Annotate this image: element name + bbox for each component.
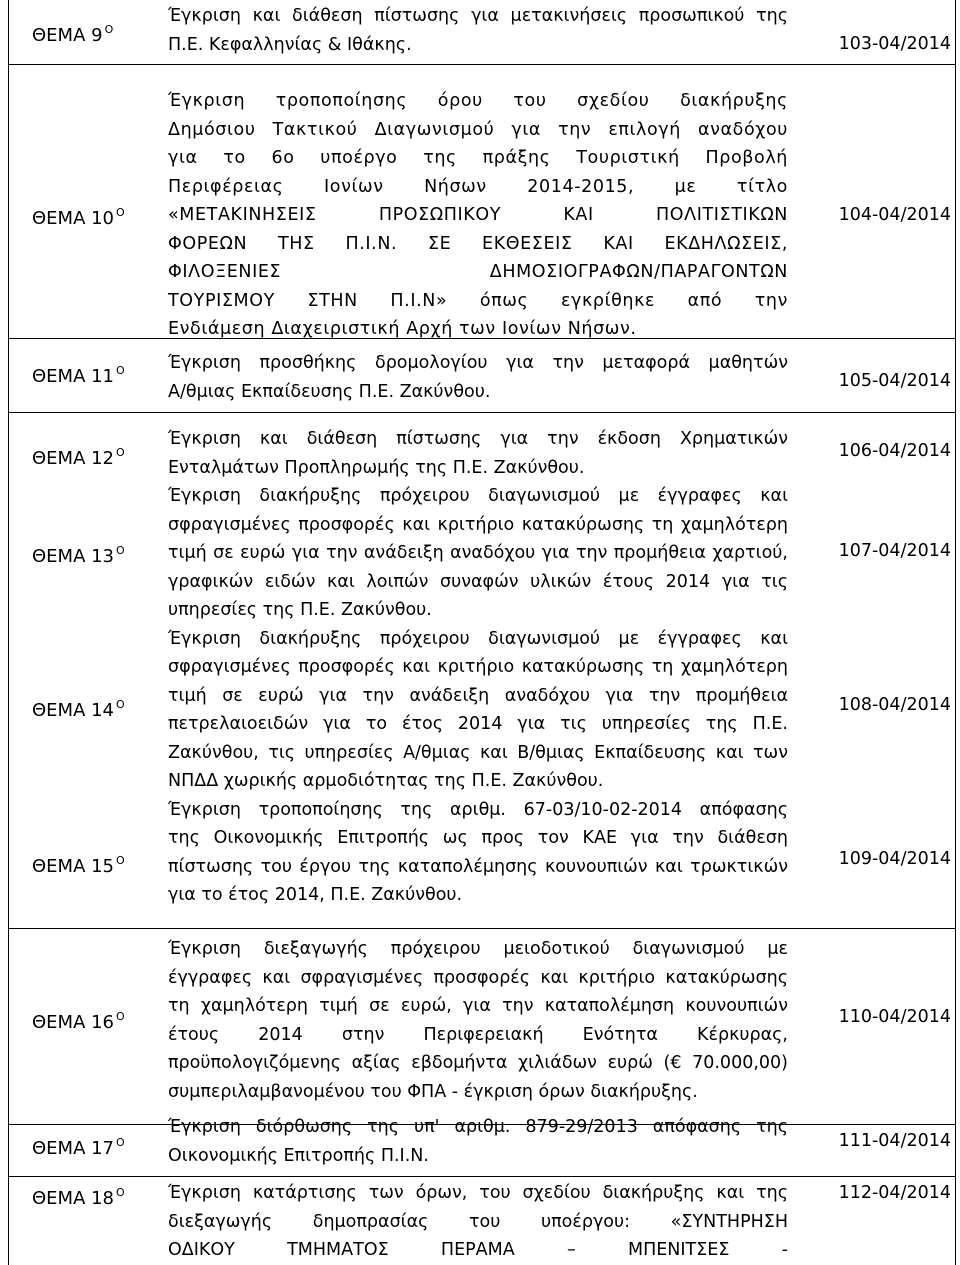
subject-text: [168, 2, 788, 59]
decision-number: 109-04/2014: [838, 849, 951, 869]
table-row: [8, 0, 956, 64]
text-line: διεξαγωγής δημοπρασίας του υποέργου: «ΣΥΝΤΗΡΗΣΗ: [168, 1211, 788, 1232]
text-line: τιμή σε ευρώ για την ανάδειξη αναδόχου για την προμήθεια χαρτιού,: [168, 543, 788, 563]
decision-number: 110-04/2014: [838, 1007, 951, 1027]
subject-text: [168, 1179, 788, 1265]
text-line: Έγκριση τροποποίησης όρου του σχεδίου διακήρυξης: [168, 91, 788, 111]
text-line: Έγκριση και διάθεση πίστωσης για μετακινήσεις προσωπικού της: [168, 6, 788, 26]
text-line: σφραγισμένες προσφορές και κριτήριο κατακύρωσης τη χαμηλότερη: [168, 657, 788, 677]
theme-label: ΘΕΜΑ 17 $^O$: [32, 1136, 125, 1159]
text-line: συμπεριλαμβανομένου του ΦΠΑ - έγκριση όρων διακήρυξης.: [168, 1081, 698, 1102]
text-line: Έγκριση προσθήκης δρομολογίου για την μεταφορά μαθητών: [168, 353, 788, 373]
text-line: Έγκριση διακήρυξης πρόχειρου διαγωνισμού με έγγραφες και: [168, 628, 788, 649]
text-line: Έγκριση διακήρυξης πρόχειρου διαγωνισμού με έγγραφες και: [168, 486, 788, 506]
text-line: Δημόσιου Τακτικού Διαγωνισμού για την επιλογή αναδόχου: [168, 119, 788, 140]
decision-number: 103-04/2014: [838, 34, 951, 54]
theme-label: ΘΕΜΑ 18 $^O$: [32, 1186, 125, 1209]
theme-label: ΘΕΜΑ 11 $^O$: [32, 364, 125, 387]
table-row: [8, 928, 956, 1124]
text-line: Έγκριση τροποποίησης της αριθμ. 67-03/10-02-2014 απόφασης: [168, 799, 788, 820]
text-line: γραφικών ειδών και λοιπών συναφών υλικών έτους 2014 για τις: [168, 571, 788, 592]
text-line: πίστωσης του έργου της καταπολέμησης κουνουπιών και τρωκτικών: [168, 856, 788, 877]
theme-label: ΘΕΜΑ 9 $^O$: [32, 23, 114, 46]
text-line: Έγκριση διεξαγωγής πρόχειρου μειοδοτικού διαγωνισμού με: [168, 939, 788, 959]
decision-number: 112-04/2014: [838, 1183, 951, 1203]
text-line: Α/θμιας Εκπαίδευσης Π.Ε. Ζακύνθου.: [168, 381, 491, 402]
text-line: ΟΔΙΚΟΥ ΤΜΗΜΑΤΟΣ ΠΕΡΑΜΑ – ΜΠΕΝΙΤΣΕΣ -: [168, 1240, 788, 1260]
theme-label: ΘΕΜΑ 14 $^O$: [32, 698, 125, 721]
text-line: για το 6ο υποέργο της πράξης Τουριστική Προβολή: [168, 148, 788, 168]
decision-number: 108-04/2014: [838, 695, 951, 715]
text-line: ΦΟΡΕΩΝ ΤΗΣ Π.Ι.Ν. ΣΕ ΕΚΘΕΣΕΙΣ ΚΑΙ ΕΚΔΗΛΩΣΕΙΣ,: [168, 233, 788, 254]
theme-label: ΘΕΜΑ 15 $^O$: [32, 854, 125, 877]
text-line: Ενδιάμεση Διαχειριστική Αρχή των Ιονίων Νήσων.: [168, 319, 637, 339]
decision-number: 111-04/2014: [838, 1131, 951, 1151]
text-line: Περιφέρειας Ιονίων Νήσων 2014-2015, με τίτλο: [168, 176, 788, 197]
subject-text: [168, 1113, 788, 1170]
text-line: για το έτος 2014, Π.Ε. Ζακύνθου.: [168, 885, 463, 905]
text-line: Ζακύνθου, τις υπηρεσίες Α/θμιας και Β/θμιας Εκπαίδευσης και των: [168, 742, 788, 763]
theme-label: ΘΕΜΑ 13 $^O$: [32, 544, 125, 567]
theme-label: ΘΕΜΑ 12 $^O$: [32, 446, 125, 469]
text-line: τη χαμηλότερη τιμή σε ευρώ, για την καταπολέμηση κουνουπιών: [168, 996, 788, 1016]
text-line: τιμή σε ευρώ για την ανάδειξη αναδόχου για την προμήθεια: [168, 685, 788, 706]
text-line: ΦΙΛΟΞΕΝΙΕΣ ΔΗΜΟΣΙΟΓΡΑΦΩΝ/ΠΑΡΑΓΟΝΤΩΝ: [168, 262, 788, 282]
text-line: υπηρεσίες της Π.Ε. Ζακύνθου.: [168, 600, 432, 620]
text-line: Έγκριση κατάρτισης των όρων, του σχεδίου διακήρυξης και της: [168, 1183, 788, 1203]
text-line: «ΜΕΤΑΚΙΝΗΣΕΙΣ ΠΡΟΣΩΠΙΚΟΥ ΚΑΙ ΠΟΛΙΤΙΣΤΙΚΩΝ: [168, 205, 788, 225]
decision-number: 104-04/2014: [838, 205, 951, 225]
table-row: [8, 64, 956, 338]
subject-text: [168, 87, 788, 344]
subject-text: [168, 935, 788, 1106]
text-line: έγγραφες και σφραγισμένες προσφορές και κριτήριο κατακύρωσης: [168, 967, 788, 988]
text-line: σφραγισμένες προσφορές και κριτήριο κατακύρωσης τη χαμηλότερη: [168, 514, 788, 535]
text-line: Π.Ε. Κεφαλληνίας & Ιθάκης.: [168, 34, 412, 55]
text-line: ΤΟΥΡΙΣΜΟΥ ΣΤΗΝ Π.Ι.Ν» όπως εγκρίθηκε από την: [168, 290, 788, 311]
subject-text: [168, 425, 788, 910]
theme-label: ΘΕΜΑ 16 $^O$: [32, 1010, 125, 1033]
decision-number: 107-04/2014: [838, 541, 951, 561]
table-row: [8, 412, 956, 928]
text-line: Οικονομικής Επιτροπής Π.Ι.Ν.: [168, 1145, 429, 1166]
text-line: Έγκριση διόρθωσης της υπ' αριθμ. 879-29/2013 απόφασης της: [168, 1117, 788, 1137]
theme-label: ΘΕΜΑ 10 $^O$: [32, 206, 125, 229]
text-line: ΝΠΔΔ χωρικής αρμοδιότητας της Π.Ε. Ζακύνθου.: [168, 771, 604, 791]
text-line: Έγκριση και διάθεση πίστωσης για την έκδοση Χρηματικών: [168, 429, 788, 449]
text-line: προϋπολογιζόμενης αξίας εβδομήντα χιλιάδων ευρώ (€ 70.000,00): [168, 1053, 788, 1073]
table-row: [8, 338, 956, 412]
text-line: έτους 2014 στην Περιφερειακή Ενότητα Κέρκυρας,: [168, 1024, 788, 1045]
decision-number: 105-04/2014: [838, 371, 951, 391]
text-line: πετρελαιοειδών για το έτος 2014 για τις υπηρεσίες της Π.Ε.: [168, 714, 788, 734]
table-row: [8, 1117, 956, 1176]
text-line: Ενταλμάτων Προπληρωμής της Π.Ε. Ζακύνθου.: [168, 457, 585, 478]
decision-number: 106-04/2014: [838, 441, 951, 461]
text-line: της Οικονομικής Επιτροπής ως προς τον ΚΑΕ για την διάθεση: [168, 828, 788, 848]
table-row: [8, 1176, 956, 1265]
subject-text: [168, 349, 788, 406]
